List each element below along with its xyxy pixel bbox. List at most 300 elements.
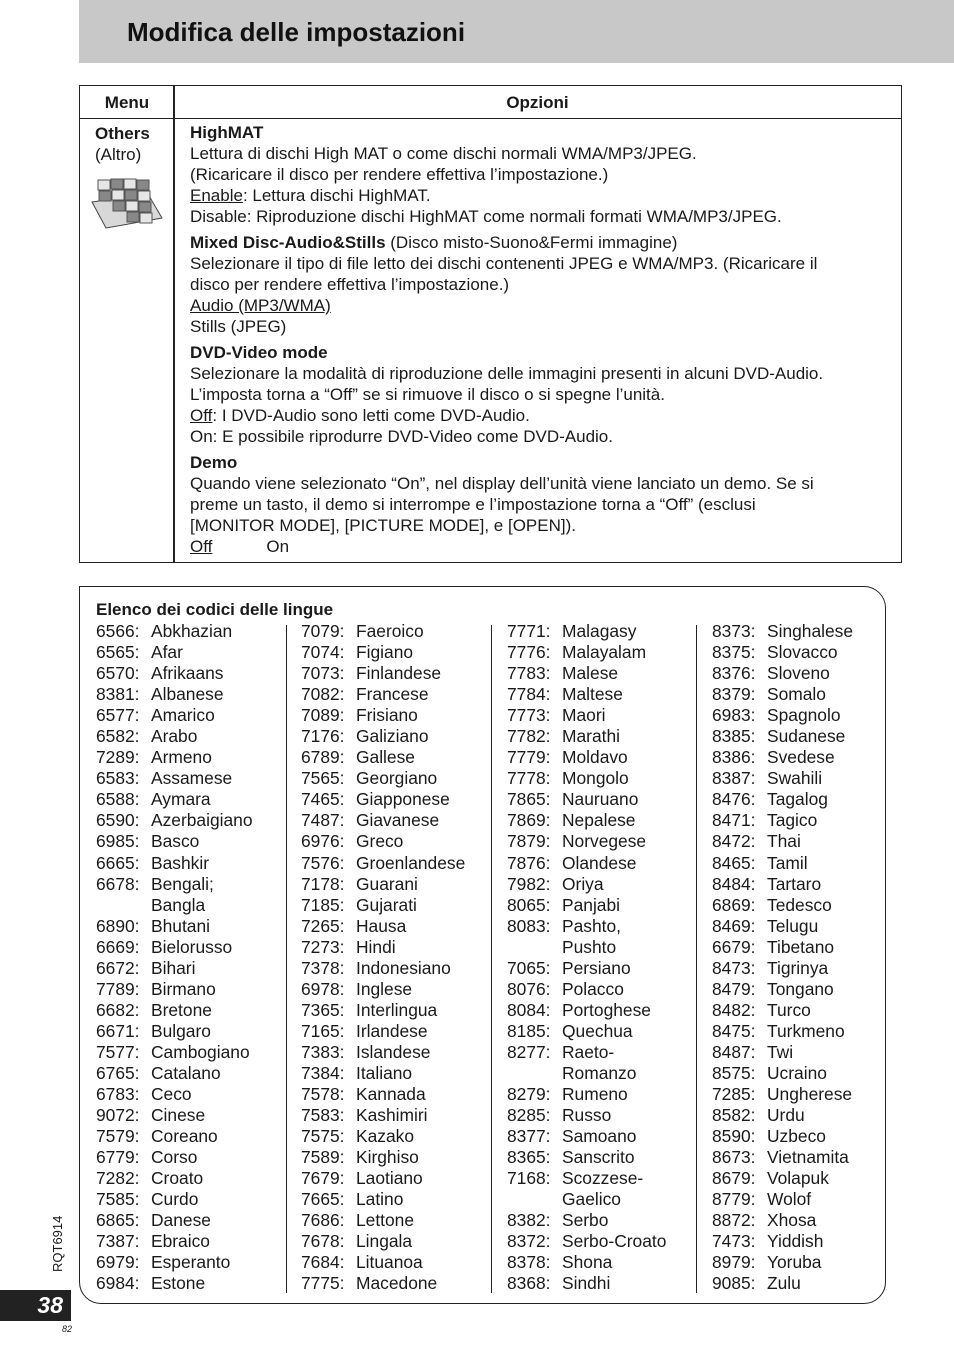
language-code: 7773: <box>507 705 551 726</box>
language-name: Nauruano <box>562 789 639 810</box>
language-name: Russo <box>562 1105 612 1126</box>
language-code: 7473: <box>712 1231 756 1252</box>
language-code: 8277: <box>507 1041 551 1062</box>
language-row <box>712 747 912 768</box>
option-description: preme un tasto, il demo si interrompe e l’impostazione torna a “Off” (esclusi <box>190 495 756 514</box>
language-code: 8378: <box>507 1252 551 1273</box>
language-row <box>712 705 912 726</box>
language-code: 7782: <box>507 726 551 747</box>
column-separator <box>491 625 492 1293</box>
language-code: 9072: <box>96 1105 140 1126</box>
language-row <box>301 979 501 1000</box>
page-number: 38 <box>37 1292 63 1318</box>
language-code: 7876: <box>507 852 551 873</box>
language-code: 8590: <box>712 1126 756 1147</box>
language-code: 8386: <box>712 747 756 768</box>
language-row <box>712 684 912 705</box>
language-row <box>301 1021 501 1042</box>
language-name: Latino <box>356 1189 404 1210</box>
language-row <box>507 1210 707 1231</box>
language-name: Xhosa <box>767 1210 817 1231</box>
option-choice: On: E possibile riprodurre DVD-Video come DVD-Audio. <box>190 427 613 446</box>
language-code: 6890: <box>96 915 140 936</box>
language-code: 8084: <box>507 999 551 1020</box>
language-name: Lingala <box>356 1231 413 1252</box>
option-choice <box>190 405 890 426</box>
language-name: Swahili <box>767 768 823 789</box>
option-description: Quando viene selezionato “On”, nel display dell’unità viene lanciato un demo. Se si <box>190 474 814 493</box>
language-row <box>712 853 912 874</box>
column-header-menu: Menu <box>104 93 150 112</box>
language-row <box>712 958 912 979</box>
language-code: 7383: <box>301 1041 345 1062</box>
language-name: Romanzo <box>562 1062 637 1083</box>
language-code: 7185: <box>301 894 345 915</box>
language-row <box>712 1126 912 1147</box>
language-row <box>507 663 707 684</box>
language-name: Tigrinya <box>767 957 829 978</box>
language-row <box>507 747 707 768</box>
default-choice-label: Off <box>190 406 213 425</box>
language-name: Tagico <box>767 810 818 831</box>
language-code: 6679: <box>712 936 756 957</box>
language-code: 7165: <box>301 1020 345 1041</box>
language-row <box>507 810 707 831</box>
option-title-line <box>190 232 890 253</box>
language-row <box>507 874 707 895</box>
language-code: 7589: <box>301 1147 345 1168</box>
language-row <box>96 1252 296 1273</box>
language-row <box>96 1210 296 1231</box>
language-codes-box <box>79 586 886 1304</box>
language-row <box>712 789 912 810</box>
language-column-2 <box>301 621 501 1295</box>
language-code: 6565: <box>96 642 140 663</box>
language-code: 8476: <box>712 789 756 810</box>
language-name: Catalano <box>151 1062 221 1083</box>
language-row <box>301 1147 501 1168</box>
language-code <box>507 1063 562 1084</box>
language-code: 6570: <box>96 663 140 684</box>
language-row <box>507 937 707 958</box>
language-name: Tongano <box>767 978 834 999</box>
language-name: Pushto <box>562 936 617 957</box>
option-mixed-disc <box>190 232 890 337</box>
language-code: 6978: <box>301 978 345 999</box>
language-code: 8872: <box>712 1210 756 1231</box>
language-code: 8385: <box>712 726 756 747</box>
language-code: 7487: <box>301 810 345 831</box>
grid-screen-icon <box>90 178 164 230</box>
language-row <box>96 1084 296 1105</box>
language-code: 6869: <box>712 894 756 915</box>
language-row <box>507 979 707 1000</box>
language-code: 8473: <box>712 957 756 978</box>
language-row <box>712 1063 912 1084</box>
language-row <box>301 768 501 789</box>
language-code: 6671: <box>96 1020 140 1041</box>
language-name: Italiano <box>356 1062 413 1083</box>
language-name: Estone <box>151 1273 206 1294</box>
language-name: Shona <box>562 1252 613 1273</box>
language-row <box>96 684 296 705</box>
language-code: 7282: <box>96 1168 140 1189</box>
language-name: Greco <box>356 831 404 852</box>
language-name: Azerbaigiano <box>151 810 253 831</box>
language-code: 7776: <box>507 642 551 663</box>
language-name: Turco <box>767 999 811 1020</box>
language-code: 8487: <box>712 1041 756 1062</box>
option-description: L’imposta torna a “Off” se si rimuove il disco o si spegne l’unità. <box>190 385 665 404</box>
language-code: 6979: <box>96 1252 140 1273</box>
language-code: 8185: <box>507 1020 551 1041</box>
option-title: Demo <box>190 453 238 472</box>
language-name: Hausa <box>356 915 407 936</box>
language-row <box>712 768 912 789</box>
option-title: HighMAT <box>190 123 264 142</box>
option-demo <box>190 452 890 557</box>
language-code: 8479: <box>712 978 756 999</box>
language-row <box>96 642 296 663</box>
language-row <box>712 979 912 1000</box>
language-row <box>301 1000 501 1021</box>
language-code: 8673: <box>712 1147 756 1168</box>
language-name: Esperanto <box>151 1252 231 1273</box>
language-name: Ungherese <box>767 1084 853 1105</box>
language-name: Tagalog <box>767 789 828 810</box>
language-name: Portoghese <box>562 999 651 1020</box>
language-row <box>301 1231 501 1252</box>
option-description: [MONITOR MODE], [PICTURE MODE], e [OPEN]). <box>190 516 576 535</box>
language-name: Slovacco <box>767 642 838 663</box>
language-row <box>96 958 296 979</box>
language-name: Cambogiano <box>151 1041 250 1062</box>
language-name: Sloveno <box>767 663 830 684</box>
language-code: 7771: <box>507 621 551 641</box>
language-code: 7074: <box>301 642 345 663</box>
language-code: 7465: <box>301 789 345 810</box>
language-name: Islandese <box>356 1041 431 1062</box>
language-row <box>507 726 707 747</box>
language-name: Curdo <box>151 1189 199 1210</box>
language-row <box>712 937 912 958</box>
language-name: Maori <box>562 705 606 726</box>
language-code: 7779: <box>507 747 551 768</box>
language-row <box>301 1189 501 1210</box>
language-name: Nepalese <box>562 810 636 831</box>
language-row <box>96 1021 296 1042</box>
language-row <box>96 1273 296 1294</box>
language-row <box>301 642 501 663</box>
language-row <box>96 789 296 810</box>
language-name: Svedese <box>767 747 835 768</box>
language-name: Uzbeco <box>767 1126 826 1147</box>
language-name: Quechua <box>562 1020 633 1041</box>
language-name: Malese <box>562 663 619 684</box>
language-row <box>301 1210 501 1231</box>
column-separator <box>286 625 287 1293</box>
column-header-options: Opzioni <box>506 93 569 112</box>
language-code: 7273: <box>301 936 345 957</box>
language-code: 7073: <box>301 663 345 684</box>
language-name: Olandese <box>562 852 637 873</box>
column-divider <box>173 86 175 562</box>
default-choice-label: Enable <box>190 186 243 205</box>
language-code: 7789: <box>96 978 140 999</box>
language-code: 7575: <box>301 1126 345 1147</box>
language-row <box>301 895 501 916</box>
language-code: 8779: <box>712 1189 756 1210</box>
language-name: Francese <box>356 684 429 705</box>
language-code: 6865: <box>96 1210 140 1231</box>
language-row <box>507 895 707 916</box>
language-name: Gallese <box>356 747 415 768</box>
menu-cell <box>95 123 150 165</box>
language-code: 8279: <box>507 1084 551 1105</box>
language-name: Persiano <box>562 957 631 978</box>
language-code: 6765: <box>96 1062 140 1083</box>
language-codes-title: Elenco dei codici delle lingue <box>96 600 334 619</box>
language-name: Georgiano <box>356 768 438 789</box>
language-row <box>301 1252 501 1273</box>
default-choice-label: Audio (MP3/WMA) <box>190 296 331 315</box>
language-code: 8381: <box>96 684 140 705</box>
option-dvd-video-mode <box>190 342 890 447</box>
language-name: Twi <box>767 1041 794 1062</box>
language-name: Volapuk <box>767 1168 829 1189</box>
language-code: 7168: <box>507 1168 551 1189</box>
language-name: Lettone <box>356 1210 415 1231</box>
option-description: Lettura di dischi High MAT o come dischi normali WMA/MP3/JPEG. <box>190 144 697 163</box>
language-name: Thai <box>767 831 801 852</box>
language-name: Yoruba <box>767 1252 822 1273</box>
language-code: 8376: <box>712 663 756 684</box>
language-row <box>507 1105 707 1126</box>
language-row <box>96 768 296 789</box>
language-row <box>507 789 707 810</box>
language-row <box>712 642 912 663</box>
option-title: DVD-Video mode <box>190 343 328 362</box>
language-row <box>712 726 912 747</box>
language-code: 7865: <box>507 789 551 810</box>
language-code: 7583: <box>301 1105 345 1126</box>
language-column-3 <box>507 621 707 1295</box>
language-code: 7679: <box>301 1168 345 1189</box>
language-name: Telugu <box>767 915 819 936</box>
language-code: 8471: <box>712 810 756 831</box>
language-name: Guarani <box>356 873 418 894</box>
language-name: Pashto, <box>562 915 621 936</box>
language-name: Tibetano <box>767 936 835 957</box>
language-name: Interlingua <box>356 999 438 1020</box>
language-code: 8484: <box>712 873 756 894</box>
language-name: Tartaro <box>767 873 822 894</box>
language-code: 6588: <box>96 789 140 810</box>
choice-text: On <box>266 537 290 556</box>
choice-text: : I DVD-Audio sono letti come DVD-Audio. <box>212 406 530 425</box>
language-row <box>301 937 501 958</box>
language-row <box>507 1042 707 1063</box>
default-choice-label: Off <box>190 537 213 556</box>
language-code: 7684: <box>301 1252 345 1273</box>
language-code: 8373: <box>712 621 756 641</box>
language-name: Sindhi <box>562 1273 611 1294</box>
language-name: Danese <box>151 1210 211 1231</box>
language-code: 6582: <box>96 726 140 747</box>
options-cell <box>190 122 890 562</box>
language-row <box>507 705 707 726</box>
language-code: 7577: <box>96 1041 140 1062</box>
language-code: 8469: <box>712 915 756 936</box>
language-name: Oriya <box>562 873 604 894</box>
language-name: Kazako <box>356 1126 415 1147</box>
language-name: Rumeno <box>562 1084 628 1105</box>
language-code: 8382: <box>507 1210 551 1231</box>
language-row <box>96 1189 296 1210</box>
language-row <box>507 642 707 663</box>
language-code: 8365: <box>507 1147 551 1168</box>
language-code: 7778: <box>507 768 551 789</box>
language-code: 7384: <box>301 1062 345 1083</box>
language-name: Laotiano <box>356 1168 423 1189</box>
language-name: Norvegese <box>562 831 647 852</box>
language-name: Afrikaans <box>151 663 224 684</box>
language-code: 8285: <box>507 1105 551 1126</box>
language-code: 7869: <box>507 810 551 831</box>
language-name: Cinese <box>151 1105 206 1126</box>
menu-name: Others <box>95 124 150 143</box>
language-column-1 <box>96 621 296 1295</box>
language-name: Frisiano <box>356 705 418 726</box>
language-name: Vietnamita <box>767 1147 849 1168</box>
choice-text: : Lettura dischi HighMAT. <box>242 186 431 205</box>
language-name: Maltese <box>562 684 623 705</box>
language-code: 7378: <box>301 957 345 978</box>
language-name: Yiddish <box>767 1231 824 1252</box>
language-row <box>96 1147 296 1168</box>
language-row <box>301 853 501 874</box>
language-name: Coreano <box>151 1126 218 1147</box>
language-code: 7089: <box>301 705 345 726</box>
language-row <box>96 853 296 874</box>
language-name: Afar <box>151 642 183 663</box>
language-name: Hindi <box>356 936 396 957</box>
language-name: Kirghiso <box>356 1147 419 1168</box>
language-row <box>301 684 501 705</box>
language-row <box>301 874 501 895</box>
language-name: Mongolo <box>562 768 629 789</box>
language-name: Panjabi <box>562 894 621 915</box>
language-code: 7576: <box>301 852 345 873</box>
language-name: Inglese <box>356 978 413 999</box>
language-name: Ebraico <box>151 1231 210 1252</box>
language-code: 8387: <box>712 768 756 789</box>
language-row <box>96 1231 296 1252</box>
language-row <box>507 1252 707 1273</box>
language-code: 8475: <box>712 1020 756 1041</box>
language-row <box>507 1273 707 1294</box>
language-row <box>96 916 296 937</box>
language-code: 7783: <box>507 663 551 684</box>
language-row <box>301 705 501 726</box>
language-name: Gujarati <box>356 894 417 915</box>
language-row <box>507 1126 707 1147</box>
language-code <box>507 937 562 958</box>
language-code: 7665: <box>301 1189 345 1210</box>
language-row <box>96 726 296 747</box>
option-choice <box>190 185 890 206</box>
language-code: 8575: <box>712 1062 756 1083</box>
language-name: Birmano <box>151 978 216 999</box>
language-name: Samoano <box>562 1126 637 1147</box>
language-name: Bielorusso <box>151 936 233 957</box>
language-row <box>301 747 501 768</box>
language-row <box>507 621 707 642</box>
language-row <box>712 663 912 684</box>
language-name: Groenlandese <box>356 852 466 873</box>
language-row <box>712 895 912 916</box>
language-row <box>96 1000 296 1021</box>
language-row <box>507 1168 707 1189</box>
language-name: Bulgaro <box>151 1020 211 1041</box>
language-row <box>712 1252 912 1273</box>
language-name: Assamese <box>151 768 233 789</box>
language-code: 6590: <box>96 810 140 831</box>
language-name: Basco <box>151 831 200 852</box>
document-code: RQT6914 <box>50 1215 65 1272</box>
language-name: Zulu <box>767 1273 801 1294</box>
language-name: Bretone <box>151 999 212 1020</box>
language-code: 7678: <box>301 1231 345 1252</box>
language-name: Lituanoa <box>356 1252 423 1273</box>
language-name: Bangla <box>151 894 206 915</box>
language-row <box>301 810 501 831</box>
language-row <box>507 768 707 789</box>
language-row <box>712 1021 912 1042</box>
language-row <box>301 1105 501 1126</box>
language-row <box>96 810 296 831</box>
language-code: 6789: <box>301 747 345 768</box>
language-row <box>712 1210 912 1231</box>
language-code: 8065: <box>507 894 551 915</box>
language-name: Bhutani <box>151 915 210 936</box>
language-name: Giavanese <box>356 810 440 831</box>
language-name: Faeroico <box>356 621 424 641</box>
language-row <box>301 1273 501 1294</box>
language-name: Somalo <box>767 684 826 705</box>
language-row <box>712 1273 912 1294</box>
language-code: 8979: <box>712 1252 756 1273</box>
language-name: Malagasy <box>562 621 637 641</box>
page-number-box <box>0 1290 71 1321</box>
language-row <box>301 831 501 852</box>
language-code: 6678: <box>96 873 140 894</box>
language-code: 6665: <box>96 852 140 873</box>
language-name: Bengali; <box>151 873 214 894</box>
language-row <box>507 1063 707 1084</box>
language-name: Galiziano <box>356 726 429 747</box>
language-code: 7079: <box>301 621 345 641</box>
language-row <box>301 1084 501 1105</box>
language-name: Marathi <box>562 726 620 747</box>
language-name: Polacco <box>562 978 624 999</box>
language-name: Aymara <box>151 789 211 810</box>
language-name: Corso <box>151 1147 198 1168</box>
language-code: 8368: <box>507 1273 551 1294</box>
language-column-4 <box>712 621 912 1295</box>
language-name: Serbo-Croato <box>562 1231 667 1252</box>
language-code: 7065: <box>507 957 551 978</box>
